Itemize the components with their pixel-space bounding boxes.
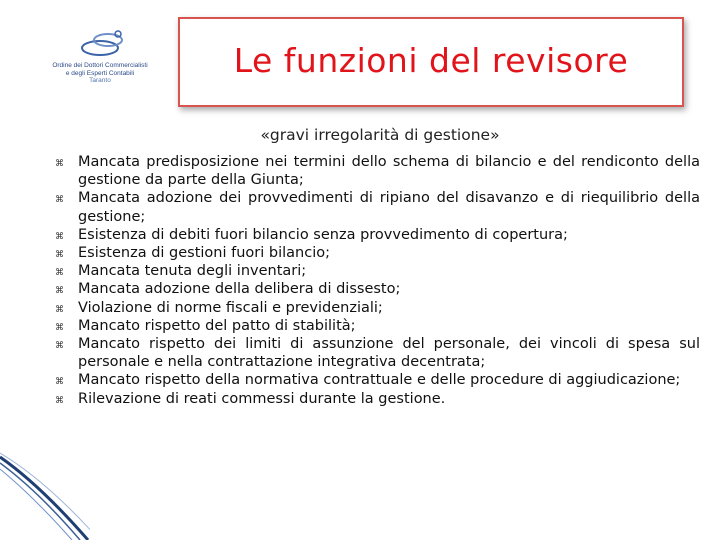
list-item bbox=[55, 262, 700, 280]
list-item bbox=[55, 371, 700, 389]
slide-subtitle: «gravi irregolarità di gestione» bbox=[260, 126, 500, 144]
title-box bbox=[178, 17, 684, 107]
list-item-text: Esistenza di debiti fuori bilancio senza provvedimento di copertura; bbox=[78, 226, 568, 243]
list-item bbox=[55, 335, 700, 371]
bullet-icon: ⌘ bbox=[55, 231, 64, 242]
bullet-icon: ⌘ bbox=[55, 250, 64, 261]
list-item bbox=[55, 244, 700, 262]
logo-line-2: e degli Esperti Contabili bbox=[65, 69, 135, 77]
list-item-text: Mancata adozione dei provvedimenti di ripiano del disavanzo e di riequilibrio della gestione; bbox=[78, 190, 700, 225]
logo-line-3: Taranto bbox=[89, 77, 111, 84]
list-item-text: Rilevazione di reati commessi durante la gestione. bbox=[78, 390, 446, 407]
list-item bbox=[55, 317, 700, 335]
list-item-text: Mancato rispetto dei limiti di assunzione del personale, dei vincoli di spesa sul personale e nella contrattazione integrativa decentrata; bbox=[78, 336, 700, 371]
list-item bbox=[55, 189, 700, 225]
bullet-icon: ⌘ bbox=[55, 322, 64, 333]
list-item-text: Mancato rispetto della normativa contrattuale e delle procedure di aggiudicazione; bbox=[78, 372, 681, 389]
logo-emblem-icon bbox=[78, 28, 128, 60]
list-item bbox=[55, 390, 700, 408]
bullet-icon: ⌘ bbox=[55, 304, 64, 315]
bullet-icon: ⌘ bbox=[55, 268, 64, 279]
bullet-icon: ⌘ bbox=[55, 395, 64, 406]
corner-decoration bbox=[0, 445, 90, 540]
logo-line-1: Ordine dei Dottori Commercialisti bbox=[52, 62, 148, 69]
list-item-text: Mancata tenuta degli inventari; bbox=[78, 263, 307, 280]
slide-title: Le funzioni del revisore bbox=[233, 40, 629, 80]
bullet-icon: ⌘ bbox=[55, 377, 64, 388]
list-item-text: Esistenza di gestioni fuori bilancio; bbox=[78, 245, 330, 262]
list-item bbox=[55, 299, 700, 317]
list-item bbox=[55, 280, 700, 298]
list-item-text: Violazione di norme fiscali e previdenziali; bbox=[78, 299, 383, 316]
bullet-list bbox=[55, 153, 700, 408]
logo bbox=[30, 20, 170, 98]
bullet-icon: ⌘ bbox=[55, 341, 64, 352]
bullet-icon: ⌘ bbox=[55, 286, 64, 297]
list-item bbox=[55, 226, 700, 244]
list-item bbox=[55, 153, 700, 189]
bullet-icon: ⌘ bbox=[55, 159, 64, 169]
list-item-text: Mancata adozione della delibera di dissesto; bbox=[78, 281, 401, 298]
list-item-text: Mancato rispetto del patto di stabilità; bbox=[78, 317, 356, 334]
bullet-icon: ⌘ bbox=[55, 195, 64, 206]
list-item-text: Mancata predisposizione nei termini dello schema di bilancio e del rendiconto della gestione da parte della Giunta; bbox=[78, 154, 700, 189]
